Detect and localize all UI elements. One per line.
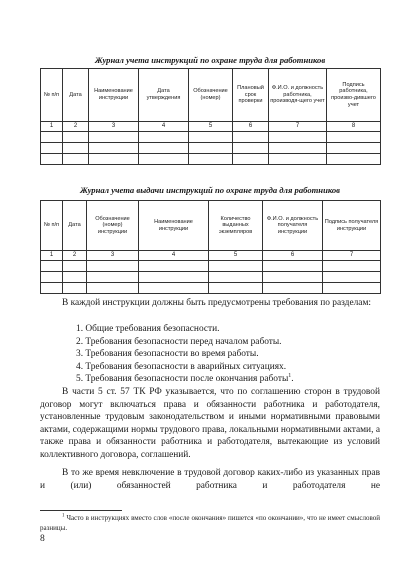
column-number-cell: 6 — [263, 251, 323, 261]
column-header: Дата утверждения — [139, 69, 189, 122]
column-header: № п/п — [41, 69, 63, 122]
column-number-cell: 1 — [41, 251, 63, 261]
paragraph-text: В части 5 ст. 57 ТК РФ указывается, что по соглашению сторон в трудовой договор могут включаться права и обязанности работника и работодателя, установленные трудовым законодательством и иными нормативными правовыми актами, содержащими нормы трудового права, локальными нормативными актами, а также права и обязанности работника и работодателя, вытекающие из условий коллективного договора, соглашений. — [40, 387, 380, 460]
column-number-cell: 1 — [41, 122, 63, 132]
column-number-cell: 5 — [189, 122, 233, 132]
table-row — [41, 272, 381, 283]
table-header-row — [41, 69, 381, 122]
table1-title: Журнал учета инструкций по охране труда для работников — [94, 55, 326, 65]
column-header: Обозначение (номер) — [189, 69, 233, 122]
column-number-cell: 3 — [89, 122, 139, 132]
column-number-cell: 7 — [269, 122, 327, 132]
column-number-cell: 2 — [63, 251, 87, 261]
column-header: Наименование инструкции — [139, 201, 209, 251]
table-row — [41, 283, 381, 294]
column-header: Подпись работника, произво-дившего учет — [327, 69, 381, 122]
column-number-cell: 2 — [63, 122, 89, 132]
table-row — [41, 132, 381, 143]
table-row — [41, 261, 381, 272]
footnote-mark: 1 — [62, 513, 65, 519]
list-item-text: 5. Требования безопасности после окончания работы — [76, 374, 289, 385]
column-header: Ф.И.О. и должность получателя инструкции — [263, 201, 323, 251]
column-header: Плановый срок проверки — [233, 69, 269, 122]
column-number-row — [41, 251, 381, 261]
table-row — [41, 143, 381, 154]
footnote-reference: 1 — [288, 373, 292, 380]
column-number-cell: 6 — [233, 122, 269, 132]
footnote-separator — [40, 510, 122, 511]
list-item: 2. Требования безопасности перед началом работы. — [76, 336, 282, 347]
column-header: Дата — [63, 69, 89, 122]
list-item: 3. Требования безопасности во время работы. — [76, 349, 259, 360]
column-header: Обозначение (номер) инструкции — [87, 201, 139, 251]
footnote — [40, 514, 380, 533]
column-number-cell: 4 — [139, 122, 189, 132]
column-header: Наименование инструкции — [89, 69, 139, 122]
column-number-cell: 4 — [139, 251, 209, 261]
column-header: Дата — [63, 201, 87, 251]
column-number-cell: 8 — [327, 122, 381, 132]
instructions-issue-journal-table — [40, 200, 381, 294]
column-header: Подпись получателя инструкции — [323, 201, 381, 251]
column-number-cell: 7 — [323, 251, 381, 261]
column-header: № п/п — [41, 201, 63, 251]
page-number: 8 — [40, 533, 45, 544]
column-number-row — [41, 122, 381, 132]
requirements-list — [40, 323, 380, 386]
footnote-text: Часто в инструкциях вместо слов «после окончания» пишется «по окончании», что не имеет смысловой разницы. — [40, 514, 380, 532]
table2-title: Журнал учета выдачи инструкций по охране труда для работников — [79, 185, 341, 195]
table-header-row — [41, 201, 381, 251]
intro-paragraph — [40, 297, 380, 310]
list-item: 4. Требования безопасности в аварийных ситуациях. — [76, 361, 287, 372]
body-paragraph — [40, 467, 380, 492]
column-header: Количество выданных экземпляров — [209, 201, 263, 251]
table-row — [41, 154, 381, 165]
column-header: Ф.И.О. и должность работника, производя-щего учет — [269, 69, 327, 122]
list-item: 5. Требования безопасности после окончания работы$^1$. — [76, 373, 294, 385]
body-paragraph — [40, 386, 380, 462]
instructions-journal-table — [40, 68, 381, 165]
list-item: 1. Общие требования безопасности. — [76, 324, 220, 334]
paragraph-text: В то же время невключение в трудовой договор каких-либо из указанных прав и (или) обязанностей работника и работодателя не — [40, 468, 380, 491]
column-number-cell: 5 — [209, 251, 263, 261]
intro-text: В каждой инструкции должны быть предусмотрены требования по разделам: — [62, 298, 371, 308]
column-number-cell: 3 — [87, 251, 139, 261]
